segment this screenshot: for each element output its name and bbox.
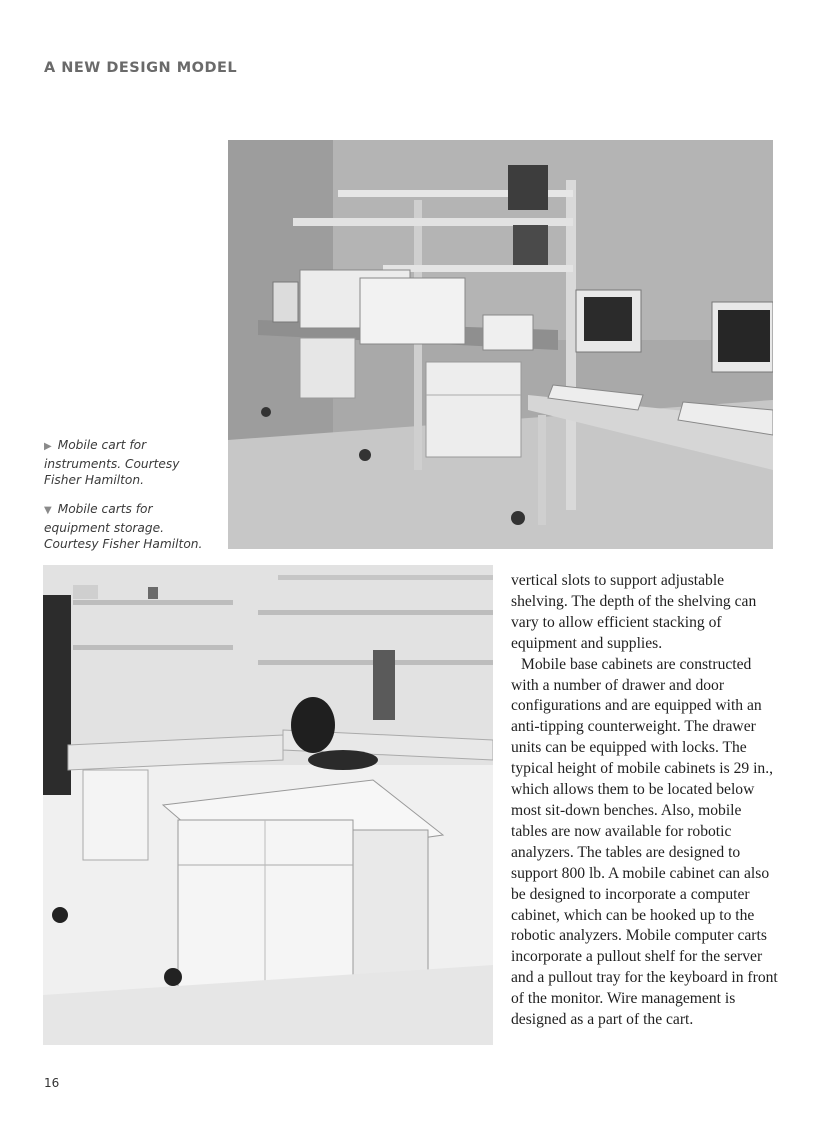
lab-storage-illustration bbox=[43, 565, 493, 1045]
running-head: A NEW DESIGN MODEL bbox=[44, 60, 238, 76]
lab-instruments-illustration bbox=[228, 140, 773, 549]
caption-top-text: Mobile cart for instruments. Courtesy Fisher Hamilton. bbox=[44, 438, 180, 487]
triangle-down-icon: ▼ bbox=[44, 505, 52, 516]
photo-mobile-instrument-cart bbox=[228, 140, 773, 549]
paragraph-continued: vertical slots to support adjustable shelving. The depth of the shelving can vary to allow efficient stacking of equipment and supplies. bbox=[511, 572, 757, 652]
caption-bottom-text: Mobile carts for equipment storage. Courtesy Fisher Hamilton. bbox=[44, 502, 203, 551]
body-text-column bbox=[511, 571, 779, 1031]
page-number: 16 bbox=[44, 1076, 60, 1090]
photo-mobile-storage-carts bbox=[43, 565, 493, 1045]
caption-top-figure bbox=[44, 437, 219, 489]
caption-bottom-figure bbox=[44, 501, 219, 553]
triangle-right-icon: ▶ bbox=[44, 441, 52, 452]
paragraph-mobile-cabinets: Mobile base cabinets are constructed with a number of drawer and door configurations and are equipped with an anti-tipping counterweight. The drawer units can be equipped with locks. The typical height of mobile cabinets is 29 in., which allows them to be located below most sit-down benches. Also, mobile tables are now available for robotic analyzers. The tables are designed to support 800 lb. A mobile cabinet can also be designed to incorporate a computer cabinet, which can be hooked up to the robotic analyzers. Mobile computer carts incorporate a pullout shelf for the server and a pullout tray for the keyboard in front of the monitor. Wire management is designed as a part of the cart. bbox=[511, 655, 778, 1029]
